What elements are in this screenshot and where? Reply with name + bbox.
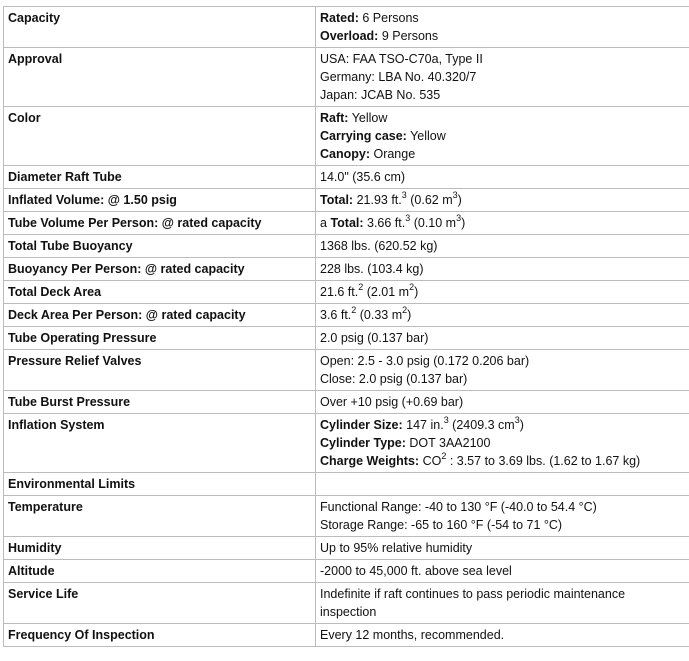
spec-label: Temperature	[4, 496, 315, 536]
spec-value-line	[320, 562, 689, 580]
spec-field-name: Cylinder Type:	[320, 436, 406, 450]
spec-field-name: Carrying case:	[320, 129, 407, 143]
spec-text: Japan: JCAB No. 535	[320, 88, 441, 102]
spec-value-line	[320, 191, 689, 209]
spec-value-line	[320, 260, 689, 278]
spec-value	[316, 560, 689, 582]
spec-label: Frequency Of Inspection	[4, 624, 315, 646]
spec-label: Total Tube Buoyancy	[4, 235, 315, 257]
spec-label: Tube Burst Pressure	[4, 391, 315, 413]
spec-label: Capacity	[4, 7, 315, 47]
spec-text: (0.10 m	[410, 216, 457, 230]
spec-value	[316, 537, 689, 559]
table-row	[4, 624, 689, 646]
spec-text: 228 lbs. (103.4 kg)	[320, 262, 424, 276]
spec-label: Service Life	[4, 583, 315, 623]
spec-value-line	[320, 329, 689, 347]
table-row	[4, 583, 689, 623]
spec-text: Germany: LBA No. 40.320/7	[320, 70, 477, 84]
spec-value-line	[320, 585, 689, 603]
spec-value-line	[320, 168, 689, 186]
spec-value	[316, 7, 689, 47]
spec-value-line	[320, 86, 689, 104]
spec-text: (0.62 m	[406, 193, 453, 207]
spec-text: 6 Persons	[358, 11, 419, 25]
spec-field-name: Total:	[330, 216, 364, 230]
spec-value-line	[320, 68, 689, 86]
spec-text: Storage Range: -65 to 160 °F (-54 to 71 °C)	[320, 518, 563, 532]
spec-text: )	[414, 285, 419, 299]
table-row	[4, 212, 689, 234]
table-row	[4, 327, 689, 349]
spec-text: inspection	[320, 605, 377, 619]
spec-label: Tube Volume Per Person: @ rated capacity	[4, 212, 315, 234]
spec-text: DOT 3AA2100	[405, 436, 491, 450]
spec-value	[316, 281, 689, 303]
spec-value-line	[320, 352, 689, 370]
table-row	[4, 473, 689, 495]
spec-value	[316, 414, 689, 472]
spec-text: -2000 to 45,000 ft. above sea level	[320, 564, 512, 578]
spec-text: : 3.57 to 3.69 lbs. (1.62 to 1.67 kg)	[446, 454, 641, 468]
spec-value-line	[320, 475, 689, 493]
spec-value	[316, 48, 689, 106]
superscript: 3	[514, 414, 520, 425]
spec-text: (2409.3 cm	[448, 418, 515, 432]
spec-text: Orange	[370, 147, 416, 161]
spec-value	[316, 304, 689, 326]
spec-text: Functional Range: -40 to 130 °F (-40.0 to 54.4 °C)	[320, 500, 597, 514]
spec-value-line	[320, 109, 689, 127]
spec-value-line	[320, 603, 689, 621]
table-row	[4, 166, 689, 188]
superscript: 2	[351, 304, 357, 315]
spec-value-line	[320, 306, 689, 324]
spec-text: Yellow	[348, 111, 388, 125]
table-row	[4, 189, 689, 211]
spec-text: 14.0" (35.6 cm)	[320, 170, 406, 184]
spec-label: Color	[4, 107, 315, 165]
spec-field-name: Raft:	[320, 111, 349, 125]
superscript: 2	[402, 304, 408, 315]
table-row	[4, 235, 689, 257]
spec-text: Over +10 psig (+0.69 bar)	[320, 395, 464, 409]
spec-value-line	[320, 498, 689, 516]
spec-field-name: Canopy:	[320, 147, 370, 161]
spec-text: Every 12 months, recommended.	[320, 628, 505, 642]
spec-label: Inflated Volume: @ 1.50 psig	[4, 189, 315, 211]
spec-field-name: Charge Weights:	[320, 454, 420, 468]
superscript: 3	[456, 212, 462, 223]
spec-value-line	[320, 416, 689, 434]
spec-label: Buoyancy Per Person: @ rated capacity	[4, 258, 315, 280]
spec-label: Humidity	[4, 537, 315, 559]
spec-value-line	[320, 370, 689, 388]
superscript: 3	[405, 212, 411, 223]
spec-value	[316, 583, 689, 623]
spec-table	[3, 6, 689, 647]
spec-value-line	[320, 283, 689, 301]
spec-value	[316, 350, 689, 390]
spec-text: 3.66 ft.	[363, 216, 406, 230]
spec-text: CO	[419, 454, 442, 468]
table-row	[4, 281, 689, 303]
spec-value	[316, 496, 689, 536]
spec-value-line	[320, 27, 689, 45]
spec-text: 9 Persons	[378, 29, 439, 43]
spec-value-line	[320, 50, 689, 68]
spec-text: a	[320, 216, 331, 230]
spec-value	[316, 235, 689, 257]
table-row	[4, 560, 689, 582]
spec-text: )	[407, 308, 412, 322]
table-row	[4, 537, 689, 559]
superscript: 3	[401, 189, 407, 200]
spec-text: (2.01 m	[363, 285, 410, 299]
spec-label: Environmental Limits	[4, 473, 315, 495]
table-row	[4, 496, 689, 536]
spec-value-line	[320, 434, 689, 452]
spec-value	[316, 189, 689, 211]
spec-label: Diameter Raft Tube	[4, 166, 315, 188]
spec-value	[316, 624, 689, 646]
spec-value-line	[320, 237, 689, 255]
table-row	[4, 304, 689, 326]
spec-value-line	[320, 452, 689, 470]
spec-label: Altitude	[4, 560, 315, 582]
spec-label: Approval	[4, 48, 315, 106]
spec-text: 3.6 ft.	[320, 308, 352, 322]
spec-value-line	[320, 516, 689, 534]
spec-field-name: Total:	[320, 193, 354, 207]
spec-text: )	[457, 193, 462, 207]
spec-label: Total Deck Area	[4, 281, 315, 303]
spec-label: Tube Operating Pressure	[4, 327, 315, 349]
spec-text: )	[461, 216, 466, 230]
spec-text: 2.0 psig (0.137 bar)	[320, 331, 429, 345]
spec-text: 21.6 ft.	[320, 285, 359, 299]
spec-value-line	[320, 393, 689, 411]
spec-text: Yellow	[406, 129, 446, 143]
table-row	[4, 7, 689, 47]
spec-value	[316, 107, 689, 165]
spec-field-name: Rated:	[320, 11, 359, 25]
spec-text: USA: FAA TSO-C70a, Type II	[320, 52, 483, 66]
spec-value	[316, 473, 689, 495]
spec-value-line	[320, 9, 689, 27]
superscript: 3	[443, 414, 449, 425]
table-row	[4, 414, 689, 472]
spec-value-line	[320, 626, 689, 644]
spec-value	[316, 258, 689, 280]
spec-value-line	[320, 539, 689, 557]
superscript: 3	[452, 189, 458, 200]
spec-text: 1368 lbs. (620.52 kg)	[320, 239, 438, 253]
table-row	[4, 350, 689, 390]
spec-field-name: Overload:	[320, 29, 379, 43]
spec-table-body	[4, 7, 689, 646]
spec-text: Up to 95% relative humidity	[320, 541, 473, 555]
spec-field-name: Cylinder Size:	[320, 418, 403, 432]
spec-value	[316, 166, 689, 188]
spec-text: )	[519, 418, 524, 432]
spec-value	[316, 327, 689, 349]
spec-label: Pressure Relief Valves	[4, 350, 315, 390]
spec-text: 21.93 ft.	[353, 193, 402, 207]
superscript: 2	[441, 450, 447, 461]
spec-value-line	[320, 214, 689, 232]
spec-label: Deck Area Per Person: @ rated capacity	[4, 304, 315, 326]
table-row	[4, 391, 689, 413]
spec-text: 147 in.	[402, 418, 444, 432]
spec-label: Inflation System	[4, 414, 315, 472]
table-row	[4, 107, 689, 165]
spec-value	[316, 391, 689, 413]
spec-value-line	[320, 127, 689, 145]
superscript: 2	[358, 281, 364, 292]
spec-text: Close: 2.0 psig (0.137 bar)	[320, 372, 468, 386]
spec-value	[316, 212, 689, 234]
table-row	[4, 48, 689, 106]
table-row	[4, 258, 689, 280]
spec-value-line	[320, 145, 689, 163]
spec-text: Open: 2.5 - 3.0 psig (0.172 0.206 bar)	[320, 354, 530, 368]
spec-text: Indefinite if raft continues to pass periodic maintenance	[320, 587, 626, 601]
spec-text: (0.33 m	[356, 308, 403, 322]
superscript: 2	[409, 281, 415, 292]
